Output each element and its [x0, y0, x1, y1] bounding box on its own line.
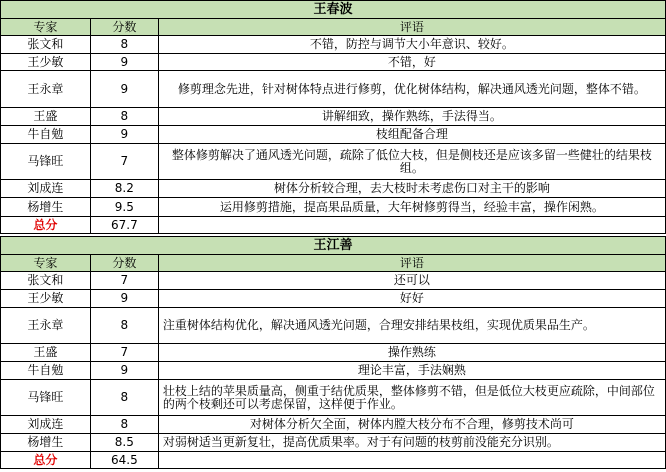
header-comment: 评语 — [158, 19, 665, 36]
score-value: 7 — [90, 144, 158, 180]
comment-text: 还可以 — [158, 272, 665, 290]
table-row — [1, 434, 666, 452]
comment-text: 注重树体结构优化，解决通风透光问题，合理安排结果枝组，实现优质果品生产。 — [158, 308, 665, 344]
table-row — [1, 108, 666, 126]
comment-text: 讲解细致，操作熟练，手法得当。 — [158, 108, 665, 126]
header-score: 分数 — [90, 255, 158, 272]
score-value: 8 — [90, 36, 158, 54]
comment-text: 对树体分析欠全面，树体内膛大枝分布不合理，修剪技术尚可 — [158, 416, 665, 434]
table-row — [1, 54, 666, 71]
score-value: 8.5 — [90, 434, 158, 452]
expert-name: 张文和 — [1, 36, 91, 54]
table-row — [1, 308, 666, 344]
table-row — [1, 126, 666, 144]
score-value: 8 — [90, 380, 158, 416]
comment-text: 操作熟练 — [158, 344, 665, 362]
header-expert: 专家 — [1, 255, 91, 272]
score-value: 9 — [90, 290, 158, 308]
total-label: 总分 — [1, 452, 91, 469]
table-row — [1, 144, 666, 180]
table-row — [1, 272, 666, 290]
table-row — [1, 380, 666, 416]
total-value: 64.5 — [90, 452, 158, 469]
score-value: 9 — [90, 54, 158, 71]
expert-name: 王少敏 — [1, 290, 91, 308]
score-value: 7 — [90, 272, 158, 290]
header-expert: 专家 — [1, 19, 91, 36]
expert-name: 王永章 — [1, 308, 91, 344]
score-value: 9 — [90, 71, 158, 108]
expert-name: 杨增生 — [1, 198, 91, 217]
table-row — [1, 344, 666, 362]
comment-text: 枝组配备合理 — [158, 126, 665, 144]
score-value: 8.2 — [90, 180, 158, 198]
score-value: 8 — [90, 416, 158, 434]
table-row — [1, 198, 666, 217]
comment-text: 运用修剪措施，提高果品质量，大年树修剪得当，经验丰富，操作闲熟。 — [158, 198, 665, 217]
table-row — [1, 362, 666, 380]
header-comment: 评语 — [158, 255, 665, 272]
section-title: 王春波 — [1, 1, 666, 19]
expert-name: 牛自勉 — [1, 126, 91, 144]
expert-name: 王盛 — [1, 108, 91, 126]
total-empty-cell — [158, 217, 665, 234]
table-row — [1, 416, 666, 434]
table-row — [1, 290, 666, 308]
comment-text: 整体修剪解决了通风透光问题，疏除了低位大枝，但是侧枝还是应该多留一些健壮的结果枝组。 — [158, 144, 665, 180]
total-empty-cell — [158, 452, 665, 469]
table-row — [1, 180, 666, 198]
total-row — [1, 217, 666, 234]
total-row — [1, 452, 666, 469]
expert-name: 牛自勉 — [1, 362, 91, 380]
score-value: 9 — [90, 362, 158, 380]
score-value: 9.5 — [90, 198, 158, 217]
table-row — [1, 71, 666, 108]
expert-name: 王少敏 — [1, 54, 91, 71]
table-row — [1, 36, 666, 54]
expert-name: 王盛 — [1, 344, 91, 362]
score-value: 9 — [90, 126, 158, 144]
score-table-2 — [0, 236, 666, 469]
expert-name: 刘成连 — [1, 416, 91, 434]
expert-name: 杨增生 — [1, 434, 91, 452]
comment-text: 理论丰富，手法娴熟 — [158, 362, 665, 380]
score-value: 8 — [90, 308, 158, 344]
comment-text: 壮枝上结的苹果质量高，侧重于结优质果，整体修剪不错，但是低位大枝更应疏除，中间部位的两个枝剩还可以考虑保留，这样便于作业。 — [158, 380, 665, 416]
expert-name: 王永章 — [1, 71, 91, 108]
expert-name: 张文和 — [1, 272, 91, 290]
comment-text: 修剪理念先进，针对树体特点进行修剪，优化树体结构，解决通风透光问题，整体不错。 — [158, 71, 665, 108]
total-value: 67.7 — [90, 217, 158, 234]
comment-text: 对弱树适当更新复壮，提高优质果率。对于有问题的枝剪前没能充分识别。 — [158, 434, 665, 452]
expert-name: 马锋旺 — [1, 144, 91, 180]
score-value: 8 — [90, 108, 158, 126]
total-label: 总分 — [1, 217, 91, 234]
section-title: 王江善 — [1, 237, 666, 255]
score-table-1 — [0, 0, 666, 234]
comment-text: 好好 — [158, 290, 665, 308]
expert-name: 刘成连 — [1, 180, 91, 198]
comment-text: 树体分析较合理，去大枝时未考虑伤口对主干的影响 — [158, 180, 665, 198]
score-value: 7 — [90, 344, 158, 362]
expert-name: 马锋旺 — [1, 380, 91, 416]
comment-text: 不错，防控与调节大小年意识、较好。 — [158, 36, 665, 54]
header-score: 分数 — [90, 19, 158, 36]
comment-text: 不错，好 — [158, 54, 665, 71]
